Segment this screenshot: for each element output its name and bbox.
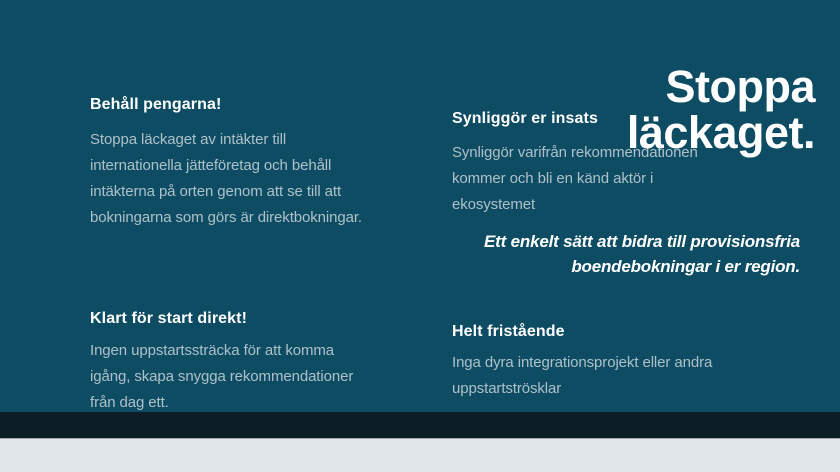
- feature-heading-behall-pengarna: Behåll pengarna!: [90, 96, 222, 113]
- feature-body-klart-for-start: Ingen uppstartssträcka för att komma igång, skapa snygga rekommendationer från dag ett.: [90, 342, 354, 411]
- bottom-light-strip: [0, 438, 840, 472]
- feature-body-synliggor-er-insats: Synliggör varifrån rekommendationen kommer och bli en känd aktör i ekosystemet: [452, 144, 698, 213]
- tagline: Ett enkelt sätt att bidra till provisionsfria boendebokningar i er region.: [484, 232, 800, 276]
- feature-heading-helt-fristaende: Helt fristående: [452, 323, 565, 340]
- feature-heading-klart-for-start: Klart för start direkt!: [90, 310, 247, 327]
- feature-body-helt-fristaende: Inga dyra integrationsprojekt eller andra uppstartströsklar: [452, 354, 713, 397]
- footer-black-bar: [0, 412, 840, 438]
- feature-body-behall-pengarna: Stoppa läckaget av intäkter till internationella jätteföretag och behåll intäkterna på orten genom att se till att bokningarna som görs är direktbokningar.: [90, 131, 362, 226]
- feature-heading-synliggor-er-insats: Synliggör er insats: [452, 110, 598, 127]
- slide-title: Stoppa läckaget.: [626, 61, 815, 158]
